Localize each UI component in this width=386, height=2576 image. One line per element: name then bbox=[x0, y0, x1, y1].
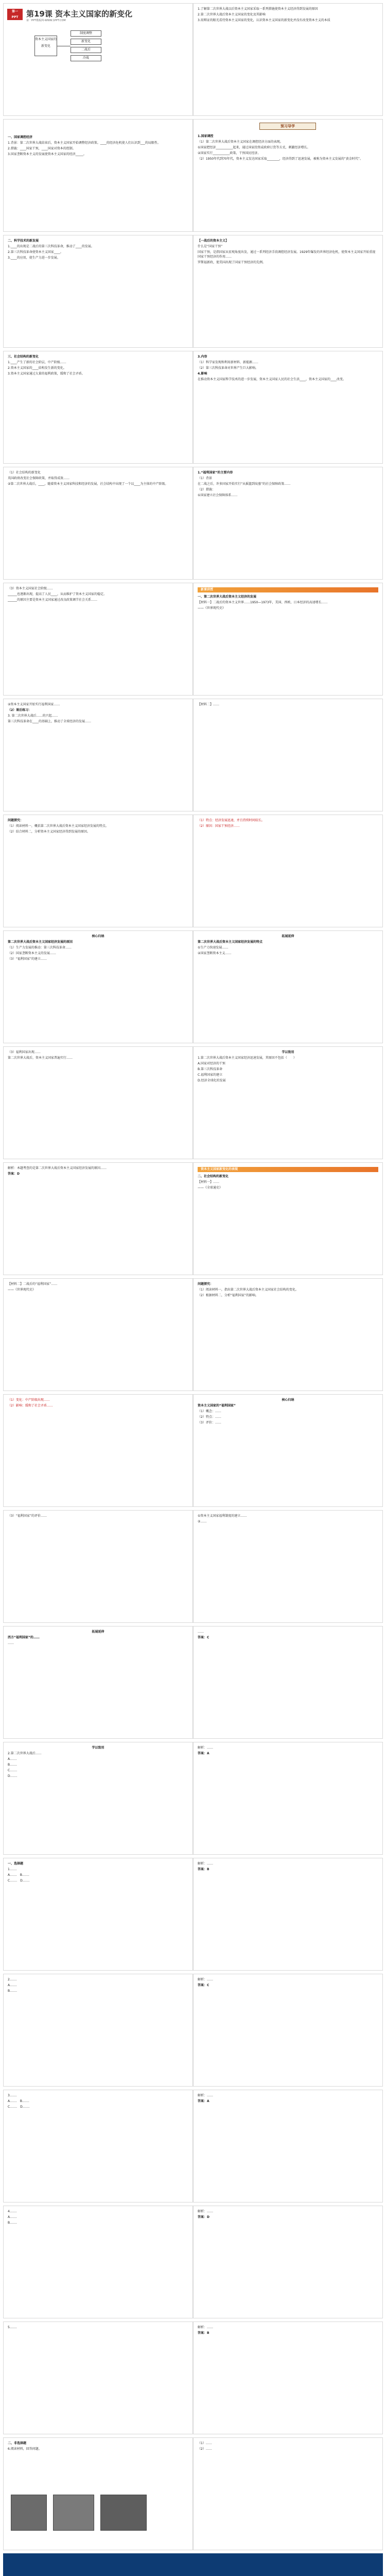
text-line: ______的原因主要是资本主义国家通过改良政策调节社会关系…… bbox=[8, 598, 98, 602]
slide-20 bbox=[193, 1046, 383, 1159]
text-line: ②国家垄断资本主义…… bbox=[198, 952, 232, 955]
text-line: （1）阅读材料一，概括第二次世界大战后资本主义国家经济发展的特点。 bbox=[8, 824, 109, 828]
slide-24 bbox=[193, 1278, 383, 1391]
slide-34 bbox=[193, 1858, 383, 1971]
slide-27 bbox=[3, 1510, 193, 1623]
answer-line: （2）影响：缓和了社会矛盾…… bbox=[8, 1404, 53, 1408]
slide-42 bbox=[193, 2321, 383, 2434]
slide-31 bbox=[3, 1742, 193, 1855]
text-line: （2）结合材料二，分析资本主义国家经济得到发展的原因。 bbox=[8, 830, 90, 834]
slide-21 bbox=[3, 1162, 193, 1275]
text-line: （2）特点：…… bbox=[198, 1415, 221, 1419]
slide-14 bbox=[193, 699, 383, 811]
slide-29 bbox=[3, 1626, 193, 1739]
text-line: （1）背景 bbox=[198, 477, 212, 480]
text-line: 国家干预，是指国家从宏观角度出发，通过一系列经济手段调控经济发展。1929年爆发的世界经济危机，使资本主义国家开始重视国家干预经济的作用…… bbox=[198, 250, 376, 259]
text-line: 3.资本主义国家通过大量的福利政策，缓和了社会矛盾。 bbox=[8, 372, 85, 376]
text-line: （1）概念：…… bbox=[198, 1410, 221, 1413]
lesson-title: 第19课 资本主义国家的新变化 bbox=[26, 9, 133, 19]
slide-28 bbox=[193, 1510, 383, 1623]
text-line: （2）根据材料二，分析“福利国家”的影响。 bbox=[198, 1294, 259, 1297]
heading: 拓展延伸 bbox=[92, 1630, 104, 1634]
text-line: （1）第二次世界大战后资本主义国家在调控经济方面的表现。 bbox=[198, 140, 283, 144]
answer: 答案：B bbox=[198, 2331, 209, 2335]
diagram-item-4: 冷战 bbox=[71, 55, 101, 61]
heading: 资本主义国家的“福利国家” bbox=[198, 1404, 236, 1408]
heading: 核心归纳 bbox=[282, 1398, 294, 1402]
text-line: （2）国家垄断资本主义的发展…… bbox=[8, 952, 56, 955]
slide-43 bbox=[3, 2437, 193, 2550]
slide-36 bbox=[193, 1974, 383, 2087]
heading: 问题探究： bbox=[198, 1282, 214, 1286]
heading: 二、社会结构的新变化 bbox=[198, 1175, 229, 1178]
section-bar: 新课讲授 bbox=[198, 587, 378, 592]
question: 3.…… bbox=[8, 2094, 17, 2097]
analysis: 解析：…… bbox=[198, 1746, 214, 1750]
question: 6.阅读材料，回答问题。 bbox=[8, 2447, 42, 2451]
slide-4 bbox=[193, 119, 383, 232]
option: C.…… D.…… bbox=[8, 1879, 30, 1883]
diagram-item-1: 制度调整 bbox=[71, 30, 101, 37]
text-line: （3）“福利国家”的评价…… bbox=[8, 1514, 47, 1518]
slide-2 bbox=[193, 3, 383, 116]
answer-line: （2）原因：国家干预经济…… bbox=[198, 824, 240, 828]
text-line: 在二战之后，许多国家开始实行“从摇篮到坟墓”的社会保障政策…… bbox=[198, 482, 291, 486]
text-line: 3.用辩证的眼光看待资本主义国家的变化，认识资本主义国家的新变化并没有改变资本主义的本质 bbox=[198, 19, 330, 22]
text-line: （1）社会结构的新变化 bbox=[8, 471, 41, 474]
option: C.福利国家的建立 bbox=[198, 1073, 223, 1077]
slide-30 bbox=[193, 1626, 383, 1739]
text-line: ②…… bbox=[198, 1520, 207, 1523]
analysis: 解析：…… bbox=[198, 2210, 214, 2213]
text-line: （1）科学家发现和利用新材料、新能源…… bbox=[198, 361, 258, 364]
question: 1.第二次世界大战后资本主义国家经济迅速发展，其原因不包括（ ） bbox=[198, 1056, 296, 1060]
text-line: 3. 第二次世界大战后……的兴起…… bbox=[8, 714, 58, 718]
heading: 第二次世界大战后资本主义国家经济发展的特点 bbox=[198, 940, 263, 944]
text-line: …… bbox=[8, 1641, 14, 1645]
slide-13 bbox=[3, 699, 193, 811]
question: 2.…… bbox=[8, 1978, 17, 1981]
text-line: 3.国家垄断资本主义的发展使资本主义国家的经济_____。 bbox=[8, 152, 86, 156]
analysis: 解析：…… bbox=[198, 2094, 214, 2097]
heading: 二、非选择题 bbox=[8, 2442, 27, 2445]
text-line: （2）第三次科技革命对世界产生巨大影响。 bbox=[198, 366, 258, 370]
text-line: 【材料二】…… bbox=[198, 703, 220, 706]
slide-32 bbox=[193, 1742, 383, 1855]
heading: 学以致用 bbox=[282, 1050, 294, 1054]
heading: 西方“福利国家”的…… bbox=[8, 1636, 40, 1639]
text-line: 在推动资本主义国家科学技术的进一步发展，资本主义国家人民的社会生活____，资本主义国家的____改变。 bbox=[198, 378, 346, 381]
heading: 【一战后的资本主义】 bbox=[198, 239, 229, 243]
slide-5 bbox=[3, 235, 193, 348]
heading: 核心归纳 bbox=[92, 935, 104, 938]
text-line: 【材料一】…… bbox=[198, 1180, 220, 1184]
slide-38 bbox=[193, 2090, 383, 2202]
text-line: ①国家建立社会保障体系…… bbox=[198, 494, 238, 497]
text-line: 1.____的出现是二战后的第三次科技革命，推动了____的发展。 bbox=[8, 245, 94, 248]
answer: 答案：B bbox=[198, 1868, 209, 1871]
slide-10 bbox=[193, 467, 383, 580]
slide-44 bbox=[193, 2437, 383, 2550]
text-line: ②国家实行___________政策，干预国民经济。 bbox=[198, 151, 261, 155]
slide-41 bbox=[3, 2321, 193, 2434]
option: B.…… bbox=[8, 1763, 17, 1767]
text-line: 【材料一】二战后的资本主义世界……1950—1973年，美国、西欧、日本经济的高速增长…… bbox=[198, 601, 328, 604]
text-line: （3）福利国家出现…… bbox=[8, 1050, 41, 1054]
text-line: （3）“福利国家”的建立…… bbox=[8, 957, 47, 961]
slide-25 bbox=[3, 1394, 193, 1507]
section-bar: 资本主义国家新变化的表现 bbox=[198, 1167, 378, 1172]
option: A.…… B.…… bbox=[8, 1873, 29, 1877]
diagram-item-3: 二战后 bbox=[71, 47, 101, 53]
text-line: ①资本主义国家福利制度的建立…… bbox=[198, 1514, 247, 1518]
question: 1.…… bbox=[8, 1868, 17, 1871]
option: B.第三次科技革命 bbox=[198, 1067, 223, 1071]
option: B.…… bbox=[8, 2221, 17, 2225]
heading: 问题探究： bbox=[8, 819, 24, 822]
slide-9 bbox=[3, 467, 193, 580]
heading: 第二次世界大战后资本主义国家经济发展的原因 bbox=[8, 940, 73, 944]
slide-15 bbox=[3, 815, 193, 927]
text-line: ②第二次世界大战后，____，随着资本主义国家科技和经济的发展，社会结构中出现了一个以____为主体的中产阶级。 bbox=[8, 482, 168, 486]
slide-8 bbox=[193, 351, 383, 464]
option: B.…… bbox=[8, 1989, 17, 1993]
answer-line: （1）特点：经济发展迅速，并且持续时间较长。 bbox=[198, 819, 265, 822]
text-line: 2.第三次科技革命使资本主义国家____。 bbox=[8, 250, 63, 254]
diagram-item-2: 新变化 bbox=[71, 39, 101, 45]
analysis: 解析：…… bbox=[198, 1862, 214, 1866]
slide-6 bbox=[193, 235, 383, 348]
answer-line: （1）变化：中产阶级出现…… bbox=[8, 1398, 50, 1402]
heading: 一、选择题 bbox=[8, 1862, 24, 1866]
slide-40 bbox=[193, 2206, 383, 2318]
option: A.…… bbox=[8, 2215, 17, 2219]
option: C.…… bbox=[8, 1769, 17, 1772]
text-line: 2.资本主义国家的____结构发生新的变化。 bbox=[8, 366, 66, 370]
heading: 1.国家调控 bbox=[198, 134, 214, 138]
slide-37 bbox=[3, 2090, 193, 2202]
heading: 一、第二次世界大战后资本主义经济的发展 bbox=[198, 595, 257, 599]
text-line: ——《世界现代史》 bbox=[198, 606, 226, 610]
answer: 答案：D bbox=[198, 2215, 209, 2219]
text-line: ______也逐渐出现，提高了人民____，从而维护了资本主义国家的稳定。 bbox=[8, 592, 107, 596]
text-line: 1.背景：第二次世界大战结束后，资本主义国家开始调整经济政策。____的经济危机使人们认识到___的局限性。 bbox=[8, 141, 161, 145]
slide-35 bbox=[3, 1974, 193, 2087]
text-line: （1）阅读材料一，指出第二次世界大战后资本主义国家社会结构的变化。 bbox=[198, 1288, 299, 1292]
analysis: 解析：本题考查的是第二次世界大战后资本主义国家经济发展的原因…… bbox=[8, 1166, 107, 1170]
text-line: ——《世界现代史》 bbox=[8, 1288, 36, 1292]
heading: 二、科学技术的新发展 bbox=[8, 239, 39, 243]
text-line: （2）…… bbox=[198, 2447, 212, 2451]
heading: 1.“福利国家”的主要内容 bbox=[198, 471, 233, 474]
heading: 3.内容 bbox=[198, 355, 207, 359]
text-line: 什么是“国家干预” bbox=[198, 245, 223, 248]
option: A.…… B.…… bbox=[8, 2099, 29, 2103]
slide-26 bbox=[193, 1394, 383, 1507]
answer: 答案：C bbox=[198, 1636, 209, 1639]
site-label: 第一PPT模板网-WWW.1PPT.COM bbox=[26, 19, 66, 22]
slide-33 bbox=[3, 1858, 193, 1971]
text-line: （2）1950年代到70年代，资本主义发达国家采取________，经济得到了迅速发展，被称为资本主义发展的“黄金时代”。 bbox=[198, 157, 363, 161]
option: D.…… bbox=[8, 1774, 17, 1778]
heading: 4.影响 bbox=[198, 372, 207, 376]
slide-12 bbox=[193, 583, 383, 696]
question: 2.第二次世界大战后…… bbox=[8, 1752, 42, 1755]
heading: （2）课后练习： bbox=[8, 708, 32, 712]
text-line: 2.措施：____国家干预，____国家对资本的控制。 bbox=[8, 147, 76, 150]
question: 4.…… bbox=[8, 2210, 17, 2213]
answer: 答案：A bbox=[198, 2099, 209, 2103]
slide-title bbox=[3, 3, 193, 116]
slide-22 bbox=[193, 1162, 383, 1275]
logo: 第一 PPT bbox=[7, 9, 23, 20]
analysis: 解析：…… bbox=[198, 1978, 214, 1981]
text-line: 3.____的应用，使生产力进一步发展。 bbox=[8, 256, 60, 260]
heading: 拓展延伸 bbox=[282, 935, 294, 938]
question: 5.…… bbox=[8, 2326, 17, 2329]
text-line: 2.第二次世界大战后资本主义国家的变化及其影响 bbox=[198, 13, 266, 16]
text-line: 1.____产生了新的社会阶层，中产阶级…… bbox=[8, 361, 66, 364]
text-line: 罗斯福新政，使美国出现了国家干预经济的先例。 bbox=[198, 261, 266, 264]
text-line: （1）生产力发展的推动：第三次科技革命…… bbox=[8, 946, 72, 950]
slide-39 bbox=[3, 2206, 193, 2318]
option: D.经济全球化的发展 bbox=[198, 1079, 226, 1082]
text-line: （3）资本主义国家社会阶级…… bbox=[8, 587, 53, 590]
answer: 答案：A bbox=[198, 1752, 209, 1755]
slide-17 bbox=[3, 930, 193, 1043]
text-line: 第二次世界大战后，资本主义国家普遍实行…… bbox=[8, 1056, 73, 1060]
option: C.…… D.…… bbox=[8, 2105, 30, 2109]
text-line: 英国政府改变社会保障政策，并取得成效…… bbox=[8, 477, 70, 480]
answer: 答案：C bbox=[198, 1984, 209, 1987]
text-line: 【材料二】二战后的“福利国家”…… bbox=[8, 1282, 58, 1286]
slide-19 bbox=[3, 1046, 193, 1159]
text-line: （2）措施： bbox=[198, 488, 215, 492]
analysis: …… bbox=[198, 1630, 204, 1634]
diagram-center: 资本主义国家的新变化 bbox=[34, 36, 57, 56]
text-line: ②资本主义国家开始实行福利国家…… bbox=[8, 703, 60, 706]
material-image-2 bbox=[53, 2495, 94, 2531]
answer: 答案：D bbox=[8, 1172, 20, 1176]
heading: 一、国家调控经济 bbox=[8, 135, 33, 139]
heading: 学以致用 bbox=[92, 1746, 104, 1750]
option: A.…… bbox=[8, 1757, 17, 1761]
option: A.…… bbox=[8, 1984, 17, 1987]
material-image-3 bbox=[100, 2495, 147, 2531]
option: A.国家对经济的干预 bbox=[198, 1062, 225, 1065]
slide-16 bbox=[193, 815, 383, 927]
text-line: （3）评价：…… bbox=[198, 1421, 221, 1425]
slide-3 bbox=[3, 119, 193, 232]
material-image-1 bbox=[11, 2495, 47, 2531]
footer-banner bbox=[3, 2553, 383, 2576]
slide-18 bbox=[193, 930, 383, 1043]
slide-11 bbox=[3, 583, 193, 696]
section-tag: 预习导学 bbox=[259, 123, 316, 130]
text-line: ①国家把经济___________起来，通过国家投资或政府订货等方式，刺激经济增长。 bbox=[198, 146, 310, 149]
analysis: 解析：…… bbox=[198, 2326, 214, 2329]
slide-7 bbox=[3, 351, 193, 464]
text-line: ——《全球通史》 bbox=[198, 1186, 223, 1190]
slide-23 bbox=[3, 1278, 193, 1391]
text-line: 第三次科技革命在____的基础上，推动了全球经济的发展…… bbox=[8, 720, 92, 723]
text-line: 1.了解第二次世界大战以后资本主义国家采取一系列措施使资本主义经济得到发展的原因 bbox=[198, 7, 318, 11]
heading: 三、社会结构的新变化 bbox=[8, 355, 39, 359]
text-line: ①生产力快速发展…… bbox=[198, 946, 229, 950]
text-line: （1）…… bbox=[198, 2442, 212, 2445]
